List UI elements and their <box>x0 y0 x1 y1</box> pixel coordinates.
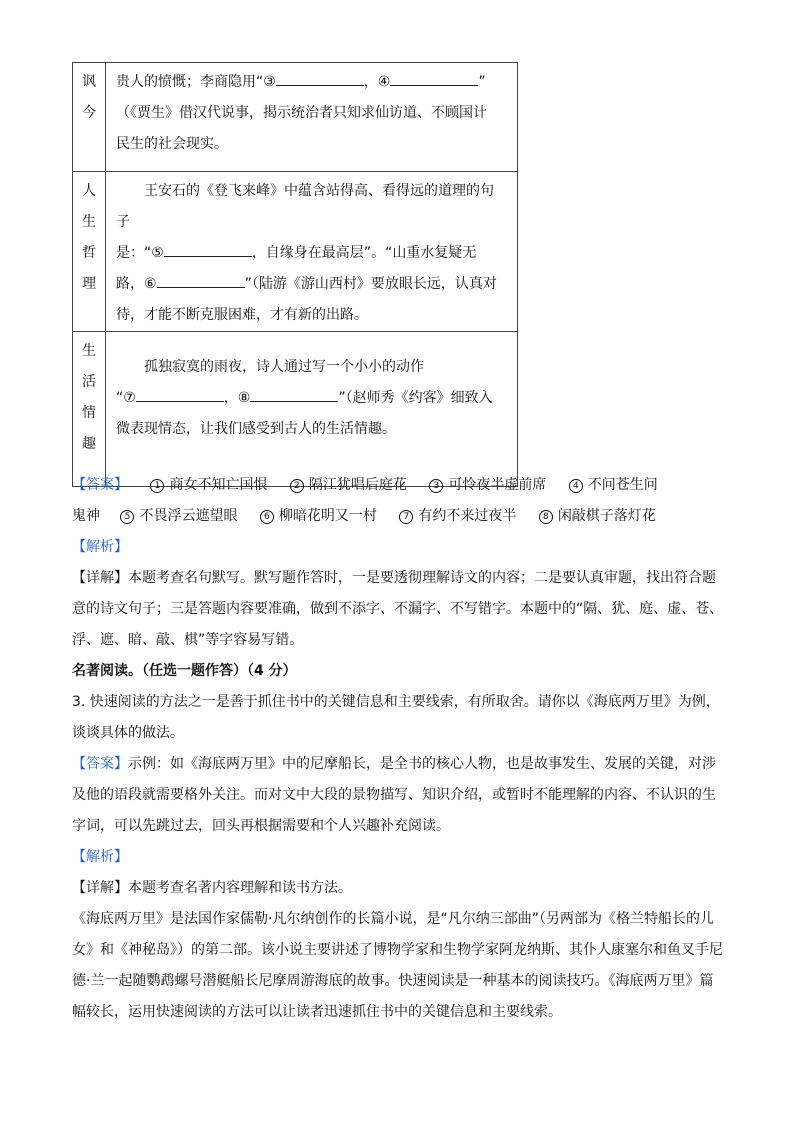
answer-item: 8 闲敲棋子落灯花 <box>539 508 656 524</box>
category-cell-life: 生 活 情 趣 <box>73 332 106 487</box>
answer-blank-6[interactable] <box>157 273 245 288</box>
answer-item: 5 不畏浮云遮望眼 <box>120 508 237 524</box>
answer-blank-3[interactable] <box>276 71 364 86</box>
content-cell-satire <box>106 63 518 172</box>
answer-item: 2 隔江犹唱后庭花 <box>290 477 407 493</box>
table-line: 路，⑥ ”（陆游《游山西村》要放眼长远，认真对 <box>116 269 507 300</box>
category-cell-philosophy: 人 生 哲 理 <box>73 172 106 332</box>
table-line: 民生的社会现实。 <box>116 136 228 152</box>
table-line: 微表现情态，让我们感受到古人的生活情趣。 <box>116 421 396 437</box>
table-row-life <box>73 332 518 487</box>
table-line: 待，才能不断克服困难，才有新的出路。 <box>116 307 368 323</box>
table-line: 王安石的《登飞来峰》中蕴含站得高、看得远的道理的句子 <box>116 183 494 230</box>
answer-line-1 <box>72 470 724 501</box>
section-heading: 名著阅读。（任选一题作答）（4 分） <box>72 663 297 679</box>
answer-item: 6 柳暗花明又一村 <box>260 508 377 524</box>
content-cell-philosophy <box>106 172 518 332</box>
content-cell-life <box>106 332 518 487</box>
answer-item: 3 可怜夜半虚前席 <box>429 477 546 493</box>
answer-blank-7[interactable] <box>136 387 224 402</box>
detail-paragraph: 【详解】本题考查名著内容理解和读书方法。 <box>72 880 352 896</box>
table-row-philosophy <box>73 172 518 332</box>
table-row-satire <box>73 63 518 172</box>
answer-blank-8[interactable] <box>250 387 338 402</box>
fill-in-table-section <box>72 62 724 487</box>
detail-label: 【详解】 <box>72 570 128 586</box>
answer-blank-5[interactable] <box>164 242 252 257</box>
answer-line-2: 鬼神 5 不畏浮云遮望眼 6 柳暗花明又一村 7 有约不来过夜半 8 闲敲棋子落灯花 <box>72 508 656 524</box>
q3-question: 3. 快速阅读的方法之一是善于抓住书中的关键信息和主要线索，有所取舍。请你以《海底两万里》为例，谈谈具体的做法。 <box>72 694 720 741</box>
answer-item: 1 商女不知亡国恨 <box>150 477 267 493</box>
category-cell-satire: 讽 今 <box>73 63 106 172</box>
q2-answer-block <box>72 470 724 1028</box>
table-line: （《贾生》借汉代说事，揭示统治者只知求仙访道、不顾国计 <box>116 105 487 121</box>
analysis-tag: 【解析】 <box>72 539 128 555</box>
answer-item: 4 不问苍生问 <box>569 477 658 493</box>
answer-item: 7 有约不来过夜半 <box>399 508 516 524</box>
poem-recitation-table <box>72 62 518 487</box>
answer-tag: 【答案】 <box>72 477 128 493</box>
detail-paragraph: 【详解】本题考查名句默写。默写题作答时，一是要透彻理解诗文的内容；二是要认真审题，找出符合题意的诗文句子；三是答题内容要准确，做到不添字、不漏字、不写错字。本题中的“隔、犹、庭、虚、苍、浮、遮、暗、敲、棋”等字容易写错。 <box>72 570 724 648</box>
q3-detail-body: 《海底两万里》是法国作家儒勒·凡尔纳创作的长篇小说，是“凡尔纳三部曲”（另两部为《格兰特船长的儿女》和《神秘岛》）的第二部。该小说主要讲述了博物学家和生物学家阿龙纳斯、其仆人康塞尔和鱼叉手尼德·兰一起随鹦鹉螺号潜艇船长尼摩周游海底的故事。快速阅读是一种基本的阅读技巧。《海底两万里》篇幅较长，运用快速阅读的方法可以让读者迅速抓住书中的关键信息和主要线索。 <box>72 911 723 1020</box>
table-line: 孤独寂寞的雨夜，诗人通过写一个小小的动作 <box>144 359 424 375</box>
table-line: “⑦ ，⑧ ”（赵师秀《约客》细致入 <box>116 383 507 414</box>
table-line: 是：“⑤ ，自缘身在最高层”。“山重水复疑无 <box>116 238 507 269</box>
answer-blank-4[interactable] <box>390 71 478 86</box>
detail-label: 【详解】 <box>72 880 128 896</box>
answer-tag: 【答案】 <box>72 756 128 772</box>
table-line: 贵人的愤慨；李商隐用“③ ，④ ” <box>116 67 507 98</box>
analysis-tag: 【解析】 <box>72 849 128 865</box>
q3-answer: 【答案】示例：如《海底两万里》中的尼摩船长，是全书的核心人物，也是故事发生、发展的关键，对涉及他的语段就需要格外关注。而对文中大段的景物描写、知识介绍，或暂时不能理解的内容、不认识的生字词，可以先跳过去，回头再根据需要和个人兴趣补充阅读。 <box>72 756 716 834</box>
